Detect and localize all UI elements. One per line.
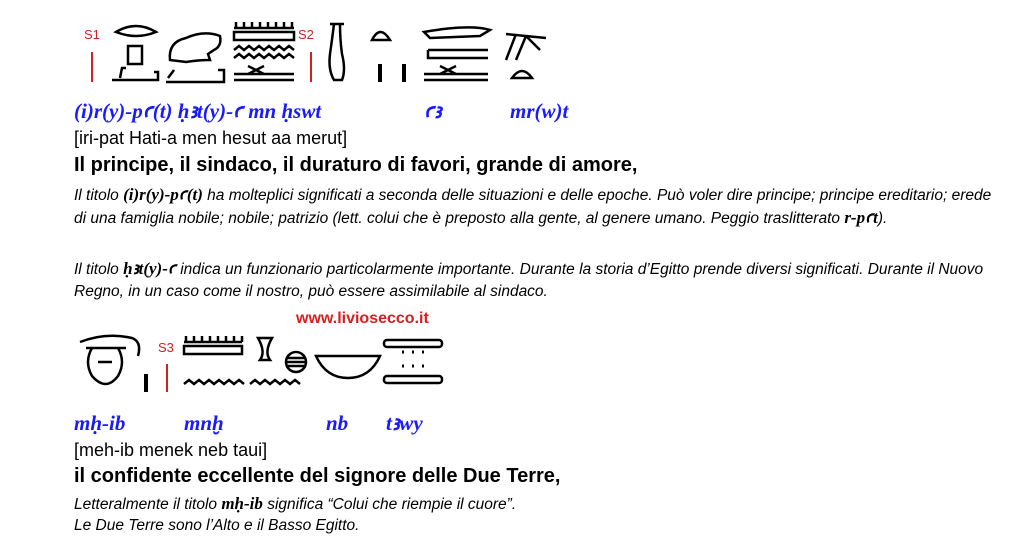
transliteration: nb <box>326 411 349 435</box>
red-separator <box>310 52 312 82</box>
sign-label-s1: S1 <box>84 27 100 42</box>
bread-hieroglyph <box>372 32 390 40</box>
flame-hieroglyph <box>258 338 272 360</box>
website-link[interactable]: www.liviosecco.it <box>296 310 429 327</box>
sign-label-s3: S3 <box>158 340 174 355</box>
gaming-board-hieroglyph <box>184 336 242 342</box>
vase-hieroglyph <box>330 24 345 80</box>
term: (i)r(y)-pꜥ(t) <box>123 185 203 204</box>
loaf-t-hieroglyph <box>512 71 532 78</box>
basket-hieroglyph <box>316 356 380 378</box>
lion-forepart-hieroglyph <box>170 33 221 62</box>
term: ḥꜣt(y)-ꜥ <box>123 259 176 278</box>
arm-hieroglyph <box>424 27 490 38</box>
note-paragraph: Letteralmente il titolo mḥ-ib significa “Colui che riempie il cuore”. <box>74 494 517 513</box>
land-hieroglyph <box>384 376 442 383</box>
transliteration: ꜥꜣ <box>424 99 442 123</box>
reading: [meh-ib menek neb taui] <box>74 440 268 460</box>
jar-hieroglyph <box>86 348 126 384</box>
hieroglyph-group-3 <box>76 332 166 396</box>
term: r-pꜥt <box>844 208 878 227</box>
reading: [iri-pat Hati-a men hesut aa merut] <box>74 128 348 148</box>
water-hieroglyph <box>234 46 294 50</box>
mouth-hieroglyph <box>116 26 156 36</box>
note-paragraph: Il titolo ḥꜣt(y)-ꜥ indica un funzionario particolarmente importante. Durante la storia d’Egitto prende diversi significati. Durante il Nuovo Regno, in un caso come il nostro, può essere assimilabile al sindaco. <box>74 259 984 300</box>
translation: il confidente eccellente del signore delle Due Terre, <box>74 465 561 487</box>
stool-hieroglyph <box>128 46 142 64</box>
transliteration: (i)r(y)-pꜥ(t) ḥꜣt(y)-ꜥ mn ḥswt <box>74 99 322 123</box>
red-separator <box>166 364 168 392</box>
water-hieroglyph <box>184 380 244 384</box>
transliteration: mnḫ <box>184 411 224 435</box>
transliteration: mḥ-ib <box>74 411 126 435</box>
term: mḥ-ib <box>221 494 263 513</box>
note-paragraph: Il titolo (i)r(y)-pꜥ(t) ha molteplici significati a seconda delle situazioni e delle epoche. Può voler dire principe; principe ereditario; erede di una famiglia nobile; nobile; patrizio (lett. colui che è preposto alla gente, al genere umano. Peggio traslitterato r-pꜥt). <box>74 185 992 227</box>
transliteration: tꜣwy <box>386 411 423 435</box>
translation: Il principe, il sindaco, il duraturo di favori, grande di amore, <box>74 154 638 176</box>
hieroglyph-group-4 <box>180 332 450 396</box>
note-paragraph: Le Due Terre sono l’Alto e il Basso Egitto. <box>74 517 360 534</box>
loaf-hieroglyph <box>112 68 158 80</box>
hoe-hieroglyph <box>506 34 546 60</box>
plural-strokes <box>380 64 404 82</box>
hieroglyph-group-2 <box>320 20 560 84</box>
land-hieroglyph <box>384 340 442 347</box>
transliteration: mr(w)t <box>510 99 569 123</box>
gaming-board-hieroglyph <box>234 22 294 28</box>
sign-label-s2: S2 <box>298 27 314 42</box>
red-separator <box>91 52 93 82</box>
